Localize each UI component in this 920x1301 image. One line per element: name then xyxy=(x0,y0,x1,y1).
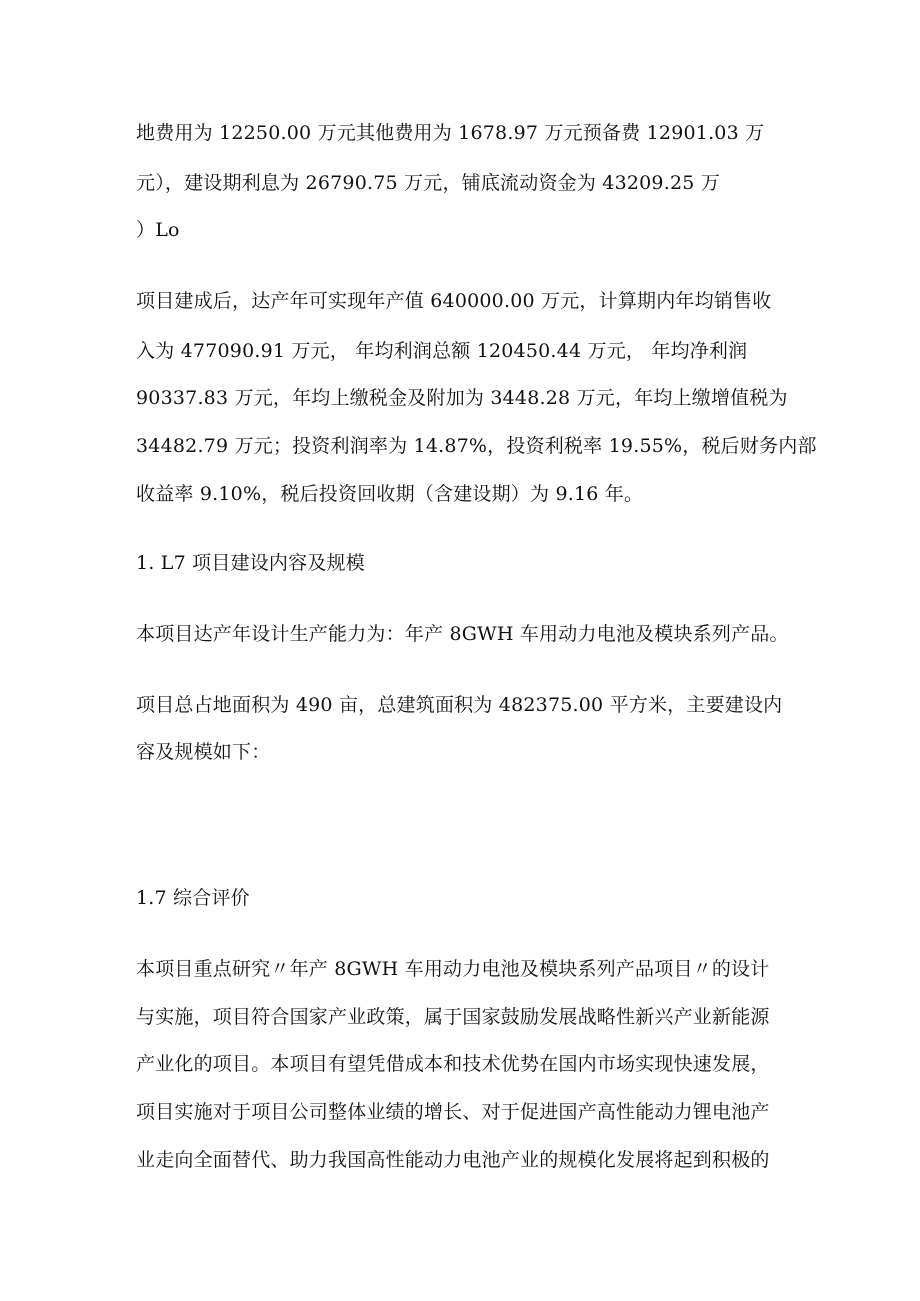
text-line: 项目总占地面积为 490 亩，总建筑面积为 482375.00 平方米，主要建设内 xyxy=(136,694,783,716)
text-line: 产业化的项目。本项目有望凭借成本和技术优势在国内市场实现快速发展， xyxy=(136,1053,770,1075)
section-heading-evaluation: 1.7 综合评价 xyxy=(136,887,250,909)
text-line: 项目实施对于项目公司整体业绩的增长、对于促进国产高性能动力锂电池产 xyxy=(136,1101,770,1123)
text-line: 地费用为 12250.00 万元其他费用为 1678.97 万元预备费 12901.03 万 xyxy=(136,122,765,144)
text-line: 90337.83 万元，年均上缴税金及附加为 3448.28 万元，年均上缴增值税为 xyxy=(136,387,788,409)
text-line: 入为 477090.91 万元， 年均利润总额 120450.44 万元， 年均净利润 xyxy=(136,340,748,362)
text-line: 收益率 9.10%，税后投资回收期（含建设期）为 9.16 年。 xyxy=(136,483,644,505)
text-line: 业走向全面替代、助力我国高性能动力电池产业的规模化发展将起到积极的 xyxy=(136,1149,770,1171)
text-line: 容及规模如下： xyxy=(136,741,271,763)
section-heading-scale: 1. L7 项目建设内容及规模 xyxy=(136,552,365,574)
text-line: 本项目重点研究〃年产 8GWH 车用动力电池及模块系列产品项目〃的设计 xyxy=(136,958,770,980)
text-line: 元），建设期利息为 26790.75 万元，铺底流动资金为 43209.25 万 xyxy=(136,172,720,194)
text-line: 项目建成后，达产年可实现年产值 640000.00 万元，计算期内年均销售收 xyxy=(136,290,772,312)
text-line: 与实施，项目符合国家产业政策，属于国家鼓励发展战略性新兴产业新能源 xyxy=(136,1006,770,1028)
text-line: 本项目达产年设计生产能力为：年产 8GWH 车用动力电池及模块系列产品。 xyxy=(136,623,789,645)
text-line: ）Lo xyxy=(136,219,180,241)
text-line: 34482.79 万元；投资利润率为 14.87%，投资利税率 19.55%，税后财务内部 xyxy=(136,435,817,457)
